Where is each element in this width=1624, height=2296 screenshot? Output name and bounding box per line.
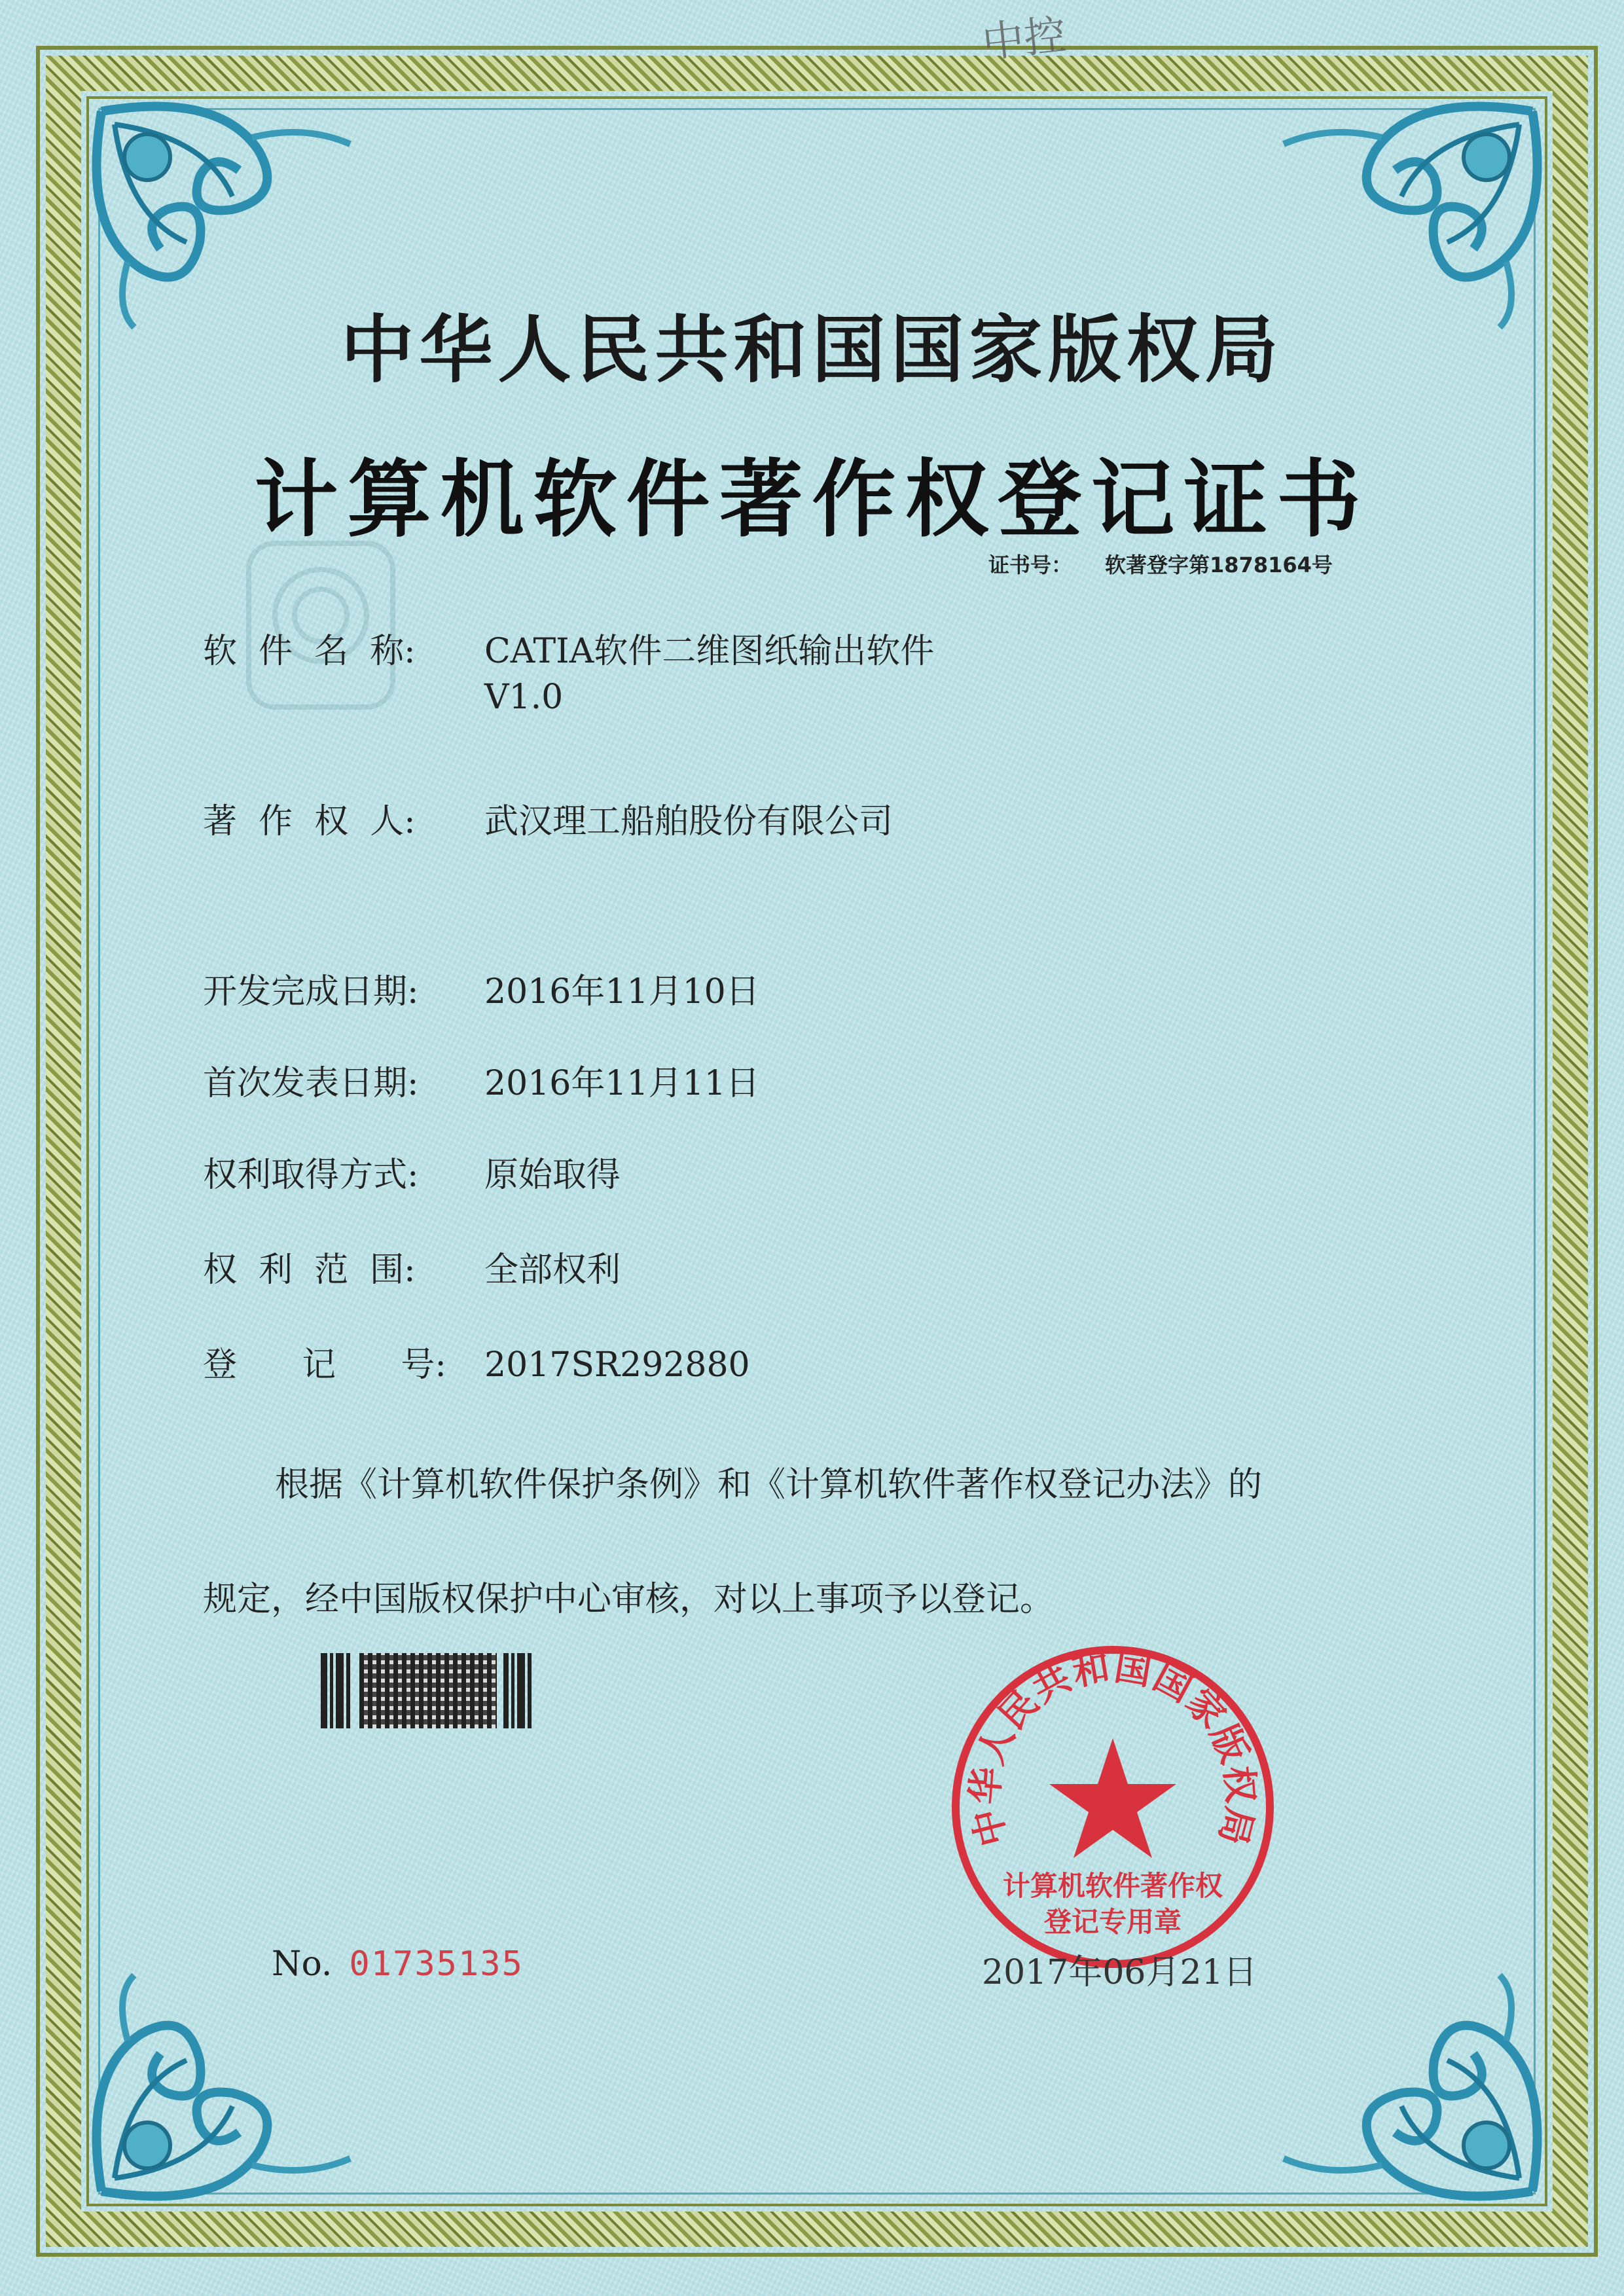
qr-code (359, 1653, 497, 1728)
field-value: 全部权利 (484, 1250, 621, 1290)
serial-number (272, 1944, 524, 1984)
serial-value: 01735135 (349, 1944, 524, 1984)
software-name-line2: V1.0 (484, 678, 564, 717)
field-label: 权利取得方式: (203, 1156, 419, 1195)
field-value: 原始取得 (484, 1156, 621, 1195)
serial-label: No. (272, 1944, 333, 1984)
software-name-line1: CATIA软件二维图纸输出软件 (484, 632, 935, 671)
field-registration-number (203, 1342, 750, 1388)
field-software-name (203, 629, 934, 720)
field-label: 登 记 号: (203, 1345, 446, 1385)
field-label: 首次发表日期: (203, 1064, 419, 1103)
certificate-number-label: 证书号： (988, 553, 1073, 577)
field-acquisition-method (203, 1152, 621, 1198)
field-label: 著 作 权 人: (203, 802, 416, 841)
field-value: 武汉理工船舶股份有限公司 (484, 802, 893, 841)
handwritten-note: 中控 (980, 10, 1069, 68)
certificate-number (988, 549, 1333, 579)
field-value: 2016年11月10日 (484, 972, 760, 1011)
field-copyright-owner (203, 799, 893, 845)
field-value (484, 629, 934, 720)
field-label: 软 件 名 称: (203, 632, 416, 671)
field-label: 开发完成日期: (203, 972, 419, 1011)
corner-ornament-bottom-right (1271, 1969, 1545, 2204)
seal-star-icon (1049, 1738, 1176, 1858)
field-value: 2017SR292880 (484, 1345, 750, 1385)
statement-line1: 根据《计算机软件保护条例》和《计算机软件著作权登记办法》的 (275, 1465, 1263, 1504)
field-rights-scope (203, 1247, 621, 1293)
barcode (321, 1653, 543, 1728)
seal-inner-line1: 计算机软件著作权 (1002, 1870, 1223, 1902)
official-seal (943, 1637, 1283, 1977)
seal-inner-line2: 登记专用章 (1043, 1906, 1182, 1938)
field-completion-date (203, 969, 760, 1015)
field-label: 权 利 范 围: (203, 1250, 416, 1290)
seal-outer-text: 中华人民共和国国家版权局 (964, 1645, 1262, 1851)
statement-line2: 规定，经中国版权保护中心审核，对以上事项予以登记。 (203, 1580, 1055, 1619)
field-publication-date (203, 1061, 760, 1106)
issuing-authority: 中华人民共和国国家版权局 (340, 307, 1284, 393)
corner-ornament-bottom-left (88, 1969, 363, 2204)
border-frame-inner (98, 108, 1536, 2195)
field-value: 2016年11月11日 (484, 1064, 760, 1103)
certificate-number-value: 软著登字第1878164号 (1105, 553, 1333, 577)
certificate-title: 计算机软件著作权登记证书 (254, 450, 1370, 549)
issue-date: 2017年06月21日 (982, 1953, 1257, 1992)
